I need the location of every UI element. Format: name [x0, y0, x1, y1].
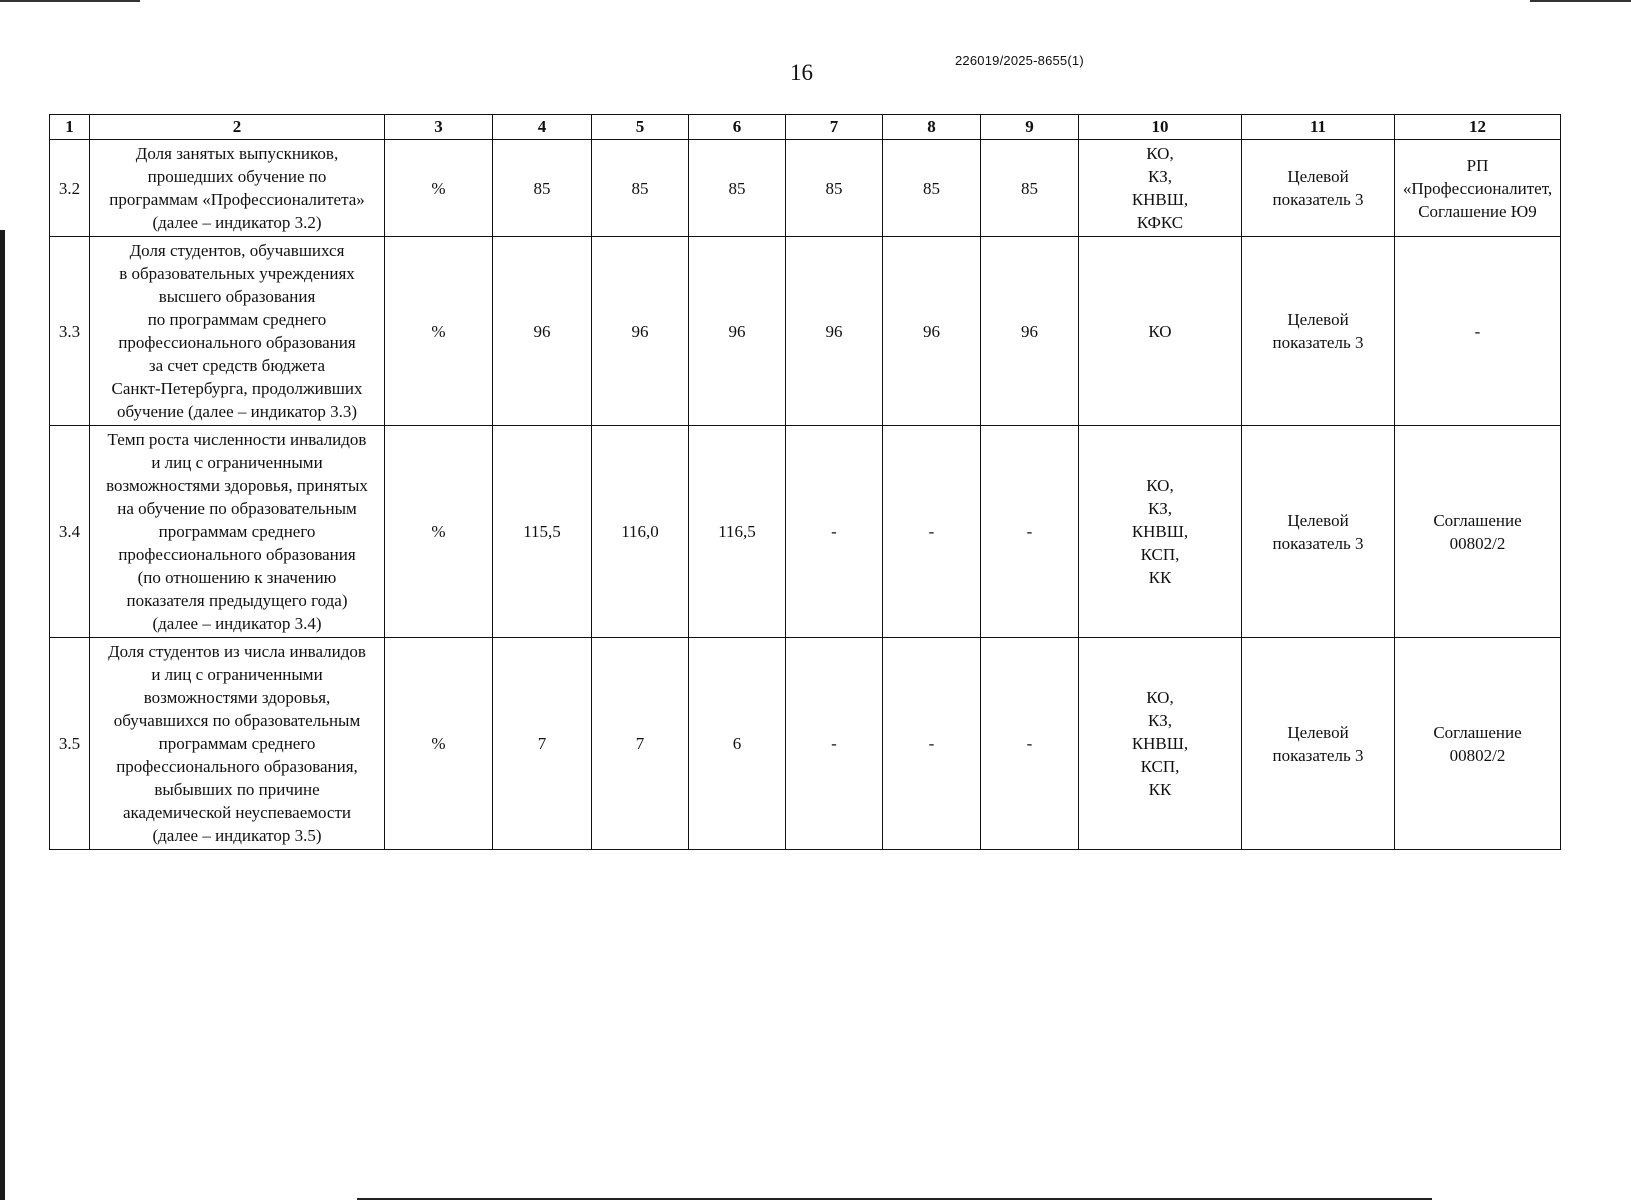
value-col-5: 85: [592, 140, 689, 237]
indicator-description-line: (по отношению к значению: [137, 568, 337, 587]
scan-edge-shadow: [0, 230, 5, 1200]
value-col-8: 96: [883, 237, 981, 426]
unit-cell: %: [385, 426, 493, 638]
value-col-7: 85: [786, 140, 883, 237]
indicator-description-line: программам среднего: [158, 522, 316, 541]
indicator-description-line: программам среднего: [158, 734, 316, 753]
basis-cell-line: «Профессионалитет,: [1402, 178, 1553, 198]
column-number-6: 6: [689, 115, 786, 140]
indicator-description-line: профессионального образования,: [116, 757, 358, 776]
column-number-3: 3: [385, 115, 493, 140]
indicator-description-line: и лиц с ограниченными: [151, 665, 323, 684]
basis-cell-line: РП: [1466, 155, 1489, 175]
executors-cell-line: КЗ,: [1147, 499, 1173, 518]
basis-cell-line: 00802/2: [1449, 533, 1506, 553]
value-col-4: 96: [493, 237, 592, 426]
page-number: 16: [790, 60, 813, 85]
indicator-number: 3.5: [50, 638, 90, 850]
executors-cell: [1079, 426, 1242, 638]
indicator-description-line: прошедших обучение по: [147, 167, 327, 186]
value-col-7: -: [786, 426, 883, 638]
indicator-description-line: в образовательных учреждениях: [119, 264, 355, 283]
value-col-7: -: [786, 638, 883, 850]
executors-cell-line: КК: [1148, 780, 1172, 799]
target-cell-line: Целевой: [1287, 722, 1349, 742]
indicator-description-line: Доля студентов, обучавшихся: [129, 241, 345, 260]
value-col-4: 85: [493, 140, 592, 237]
executors-cell-line: КО,: [1146, 688, 1174, 707]
indicator-description: [90, 426, 385, 638]
scan-edge-mark-left: [0, 0, 140, 2]
indicator-description-line: Темп роста численности инвалидов: [107, 430, 367, 449]
executors-cell-line: КСП,: [1140, 545, 1180, 564]
table-row: [50, 237, 1561, 426]
column-number-row: [50, 115, 1561, 140]
indicator-description: [90, 140, 385, 237]
indicator-number: 3.2: [50, 140, 90, 237]
value-col-5: 116,0: [592, 426, 689, 638]
target-cell-line: Целевой: [1287, 510, 1349, 530]
column-number-8: 8: [883, 115, 981, 140]
indicator-description-line: по программам среднего: [147, 310, 327, 329]
column-number-1: 1: [50, 115, 90, 140]
table-row: [50, 426, 1561, 638]
indicator-description-line: профессионального образования: [118, 333, 356, 352]
value-col-6: 85: [689, 140, 786, 237]
executors-cell-line: КЗ,: [1147, 711, 1173, 730]
basis-cell: [1395, 426, 1561, 638]
basis-cell-line: Соглашение: [1433, 722, 1522, 742]
executors-cell-line: КО,: [1146, 144, 1174, 163]
target-cell: [1242, 237, 1395, 426]
value-col-5: 7: [592, 638, 689, 850]
indicator-description-line: показателя предыдущего года): [126, 591, 348, 610]
column-number-12: 12: [1395, 115, 1561, 140]
column-number-2: 2: [90, 115, 385, 140]
value-col-9: 96: [981, 237, 1079, 426]
indicator-description: [90, 638, 385, 850]
indicator-number: 3.3: [50, 237, 90, 426]
unit-cell: %: [385, 638, 493, 850]
value-col-6: 116,5: [689, 426, 786, 638]
indicator-description-line: (далее – индикатор 3.4): [152, 614, 322, 633]
executors-cell-line: КФКС: [1136, 213, 1184, 232]
indicators-table: [49, 114, 1561, 850]
indicator-description-line: (далее – индикатор 3.5): [152, 826, 322, 845]
executors-cell: [1079, 140, 1242, 237]
executors-cell-line: КНВШ,: [1131, 734, 1189, 753]
basis-cell: [1395, 237, 1561, 426]
column-number-7: 7: [786, 115, 883, 140]
indicator-description-line: академической неуспеваемости: [122, 803, 351, 822]
executors-cell-line: КНВШ,: [1131, 522, 1189, 541]
indicator-description-line: Санкт-Петербурга, продолживших: [111, 379, 363, 398]
unit-cell: %: [385, 237, 493, 426]
target-cell: [1242, 426, 1395, 638]
indicator-description-line: профессионального образования: [118, 545, 356, 564]
value-col-8: -: [883, 638, 981, 850]
indicator-number: 3.4: [50, 426, 90, 638]
executors-cell-line: КСП,: [1140, 757, 1180, 776]
indicator-description-line: за счет средств бюджета: [148, 356, 326, 375]
scan-edge-mark-right: [1530, 0, 1631, 2]
basis-cell-line: -: [1474, 321, 1481, 341]
value-col-4: 115,5: [493, 426, 592, 638]
value-col-6: 96: [689, 237, 786, 426]
target-cell: [1242, 638, 1395, 850]
table-row: [50, 638, 1561, 850]
value-col-7: 96: [786, 237, 883, 426]
basis-cell-line: 00802/2: [1449, 745, 1506, 765]
executors-cell-line: КО,: [1146, 476, 1174, 495]
indicator-description-line: Доля занятых выпускников,: [135, 144, 339, 163]
table-row: [50, 140, 1561, 237]
basis-cell-line: Соглашение: [1433, 510, 1522, 530]
column-number-4: 4: [493, 115, 592, 140]
basis-cell: [1395, 638, 1561, 850]
column-number-10: 10: [1079, 115, 1242, 140]
indicator-description-line: высшего образования: [158, 287, 316, 306]
indicator-description-line: (далее – индикатор 3.2): [152, 213, 322, 232]
value-col-6: 6: [689, 638, 786, 850]
target-cell-line: показатель 3: [1272, 745, 1364, 765]
target-cell-line: Целевой: [1287, 310, 1349, 329]
column-number-5: 5: [592, 115, 689, 140]
basis-cell: [1395, 140, 1561, 237]
target-cell-line: показатель 3: [1272, 190, 1364, 209]
unit-cell: %: [385, 140, 493, 237]
value-col-8: -: [883, 426, 981, 638]
indicator-description-line: обучение (далее – индикатор 3.3): [116, 402, 358, 421]
indicator-description-line: на обучение по образовательным: [117, 499, 357, 518]
value-col-9: -: [981, 426, 1079, 638]
document-id: 226019/2025-8655(1): [955, 53, 1084, 68]
indicator-description-line: и лиц с ограниченными: [151, 453, 323, 472]
executors-cell-line: КНВШ,: [1131, 190, 1189, 209]
target-cell-line: показатель 3: [1272, 333, 1364, 352]
executors-cell: [1079, 237, 1242, 426]
indicator-description-line: выбывших по причине: [154, 780, 320, 799]
indicator-description-line: обучавшихся по образовательным: [113, 711, 361, 730]
target-cell-line: показатель 3: [1272, 533, 1364, 553]
value-col-9: -: [981, 638, 1079, 850]
column-number-11: 11: [1242, 115, 1395, 140]
indicator-description-line: возможностями здоровья,: [143, 688, 331, 707]
value-col-4: 7: [493, 638, 592, 850]
executors-cell-line: КО: [1148, 321, 1172, 341]
executors-cell-line: КК: [1148, 568, 1172, 587]
executors-cell: [1079, 638, 1242, 850]
column-number-9: 9: [981, 115, 1079, 140]
value-col-8: 85: [883, 140, 981, 237]
indicator-description-line: Доля студентов из числа инвалидов: [108, 642, 366, 661]
indicator-description-line: возможностями здоровья, принятых: [106, 476, 368, 495]
executors-cell-line: КЗ,: [1147, 167, 1173, 186]
value-col-9: 85: [981, 140, 1079, 237]
indicator-description: [90, 237, 385, 426]
indicator-description-line: программам «Профессионалитета»: [109, 190, 365, 209]
target-cell: [1242, 140, 1395, 237]
value-col-5: 96: [592, 237, 689, 426]
target-cell-line: Целевой: [1287, 167, 1349, 186]
basis-cell-line: Соглашение Ю9: [1418, 201, 1537, 221]
